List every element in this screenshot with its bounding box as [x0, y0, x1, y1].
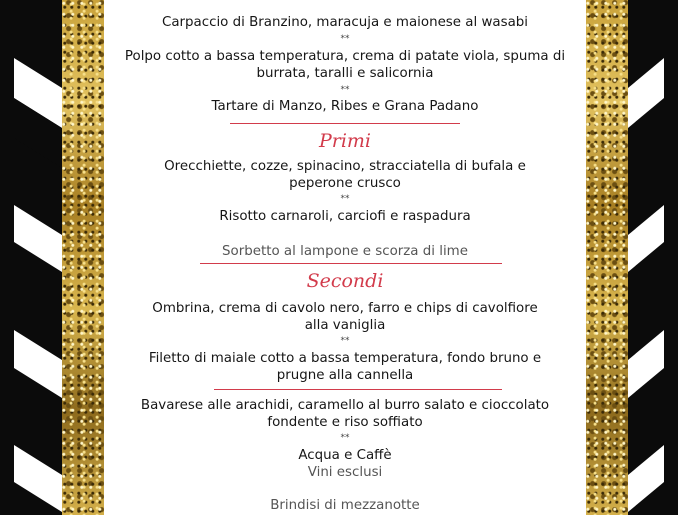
divider-rule: [230, 123, 460, 124]
dish-polpo-line1: Polpo cotto a bassa temperatura, crema di patate viola, spuma di: [124, 49, 566, 64]
gold-glitter-border-left: [62, 0, 104, 515]
chevron-pattern-right: [628, 0, 678, 515]
section-title-primi: Primi: [318, 130, 372, 152]
chevron-pattern-left: [0, 0, 62, 515]
menu-panel: [104, 0, 586, 515]
separator: **: [340, 194, 350, 204]
separator: **: [340, 85, 350, 95]
vini-esclusi: Vini esclusi: [307, 465, 383, 480]
brindisi-mezzanotte: Brindisi di mezzanotte: [270, 498, 420, 513]
gold-glitter-border-right: [586, 0, 628, 515]
separator: **: [340, 336, 350, 346]
dish-carpaccio: Carpaccio di Branzino, maracuja e maionese al wasabi: [161, 15, 529, 30]
dish-ombrina-line1: Ombrina, crema di cavolo nero, farro e chips di cavolfiore: [152, 301, 538, 316]
divider-rule: [200, 263, 502, 264]
divider-rule: [214, 389, 502, 390]
dish-ombrina-line2: alla vaniglia: [304, 318, 386, 333]
sorbetto-item: Sorbetto al lampone e scorza di lime: [222, 244, 468, 259]
dish-tartare: Tartare di Manzo, Ribes e Grana Padano: [211, 99, 479, 114]
separator: **: [340, 433, 350, 443]
dessert-line2: fondente e riso soffiato: [267, 415, 423, 430]
separator: **: [340, 34, 350, 44]
section-title-secondi: Secondi: [306, 270, 384, 292]
dish-polpo-line2: burrata, taralli e salicornia: [256, 66, 434, 81]
acqua-caffe: Acqua e Caffè: [298, 448, 392, 463]
dish-orecchiette-line1: Orecchiette, cozze, spinacino, stracciatella di bufala e: [164, 159, 526, 174]
dish-filetto-line2: prugne alla cannella: [276, 368, 414, 383]
dish-risotto: Risotto carnaroli, carciofi e raspadura: [219, 209, 471, 224]
dessert-line1: Bavarese alle arachidi, caramello al burro salato e cioccolato: [140, 398, 550, 413]
dish-filetto-line1: Filetto di maiale cotto a bassa temperatura, fondo bruno e: [148, 351, 542, 366]
dish-orecchiette-line2: peperone crusco: [289, 176, 401, 191]
